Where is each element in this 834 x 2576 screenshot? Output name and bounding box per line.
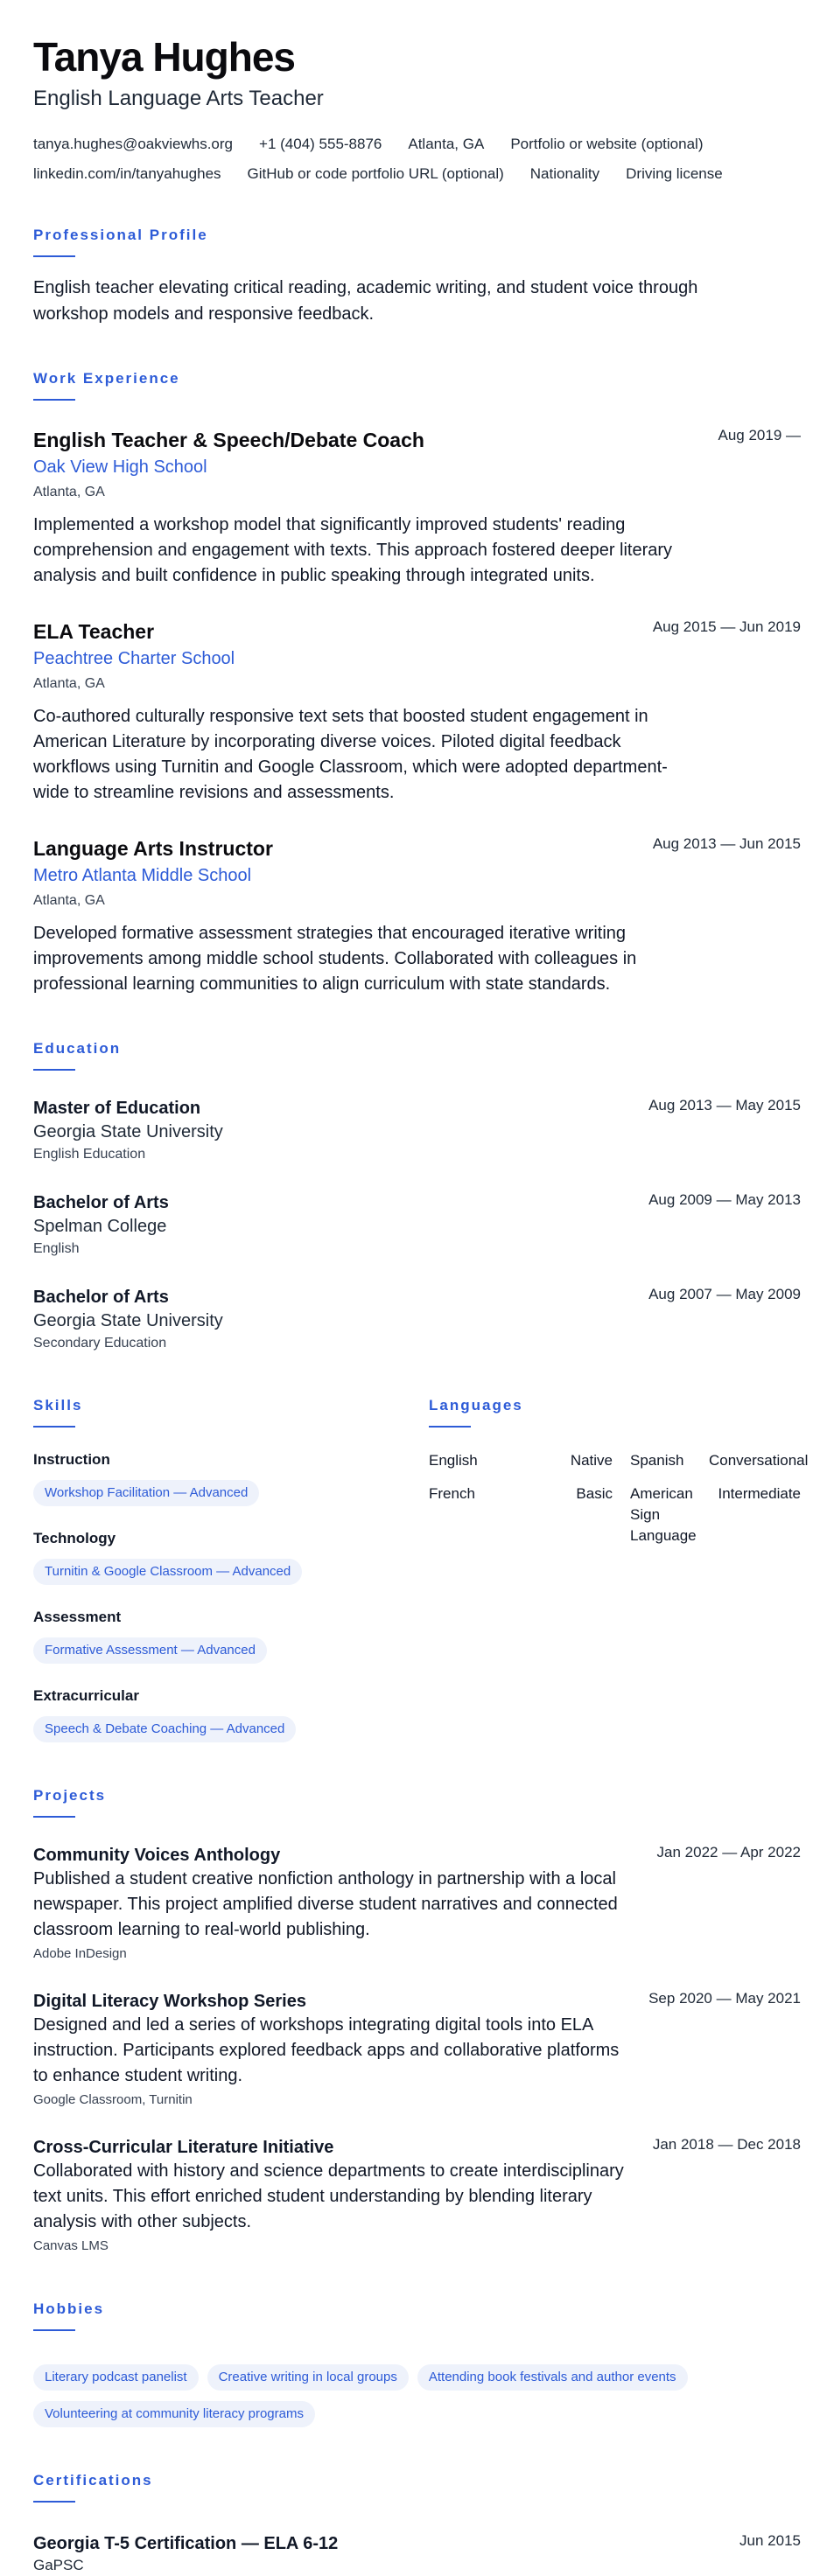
project-item xyxy=(33,2136,801,2256)
experience-role: Language Arts Instructor xyxy=(33,837,273,860)
projects-list xyxy=(33,1844,801,2256)
section-underline xyxy=(33,399,75,401)
project-date: Jan 2018 — Dec 2018 xyxy=(652,2136,801,2153)
experience-date: Aug 2019 — xyxy=(718,427,801,443)
contact-email[interactable]: tanya.hughes@oakviewhs.org xyxy=(33,136,234,152)
contact-list xyxy=(33,135,803,184)
hobby-chip: Volunteering at community literacy programs xyxy=(33,2401,315,2427)
project-date: Sep 2020 — May 2021 xyxy=(648,1990,801,2007)
experience-description: Developed formative assessment strategies that encouraged iterative writing improvements among middle school students. Collaborated with colleagues in professional learning communities to align curriculum with state standards. xyxy=(33,924,637,994)
experience-list xyxy=(33,427,801,997)
experience-item xyxy=(33,427,801,589)
language-level: Basic xyxy=(576,1485,613,1502)
language-level: Conversational xyxy=(709,1452,809,1469)
languages-column xyxy=(429,1396,809,1742)
education-institution: Spelman College xyxy=(33,1217,167,1236)
project-keywords: Canvas LMS xyxy=(33,2238,109,2253)
experience-date: Aug 2013 — Jun 2015 xyxy=(652,835,801,852)
skill-chip: Formative Assessment — Advanced xyxy=(33,1637,267,1664)
education-area: Secondary Education xyxy=(33,1336,167,1351)
section-underline xyxy=(33,2501,75,2503)
experience-org: Metro Atlanta Middle School xyxy=(33,866,252,885)
project-item xyxy=(33,1844,801,1964)
experience-org: Peachtree Charter School xyxy=(33,649,235,668)
language-name: American Sign Language xyxy=(630,1485,697,1544)
project-keywords: Adobe InDesign xyxy=(33,1946,127,1961)
project-item xyxy=(33,1990,801,2110)
project-keywords: Google Classroom, Turnitin xyxy=(33,2092,193,2107)
education-item xyxy=(33,1286,801,1354)
contact-location: Atlanta, GA xyxy=(408,136,485,152)
hobby-chip: Attending book festivals and author events xyxy=(417,2364,688,2391)
skills-column xyxy=(33,1396,429,1742)
education-list xyxy=(33,1097,801,1354)
education-degree: Master of Education xyxy=(33,1099,201,1118)
education-date: Aug 2009 — May 2013 xyxy=(648,1191,801,1208)
experience-location: Atlanta, GA xyxy=(33,676,105,691)
experience-org: Oak View High School xyxy=(33,457,207,477)
languages-section-title: Languages xyxy=(429,1397,523,1414)
candidate-headline: English Language Arts Teacher xyxy=(33,87,324,110)
experience-role: English Teacher & Speech/Debate Coach xyxy=(33,429,424,451)
section-underline xyxy=(33,1426,75,1428)
skill-chip: Workshop Facilitation — Advanced xyxy=(33,1480,259,1506)
project-description: Designed and led a series of workshops integrating digital tools into ELA instruction. Participants explored feedback apps and collaborative platforms to enhance student writing. xyxy=(33,2015,620,2085)
language-name: Spanish xyxy=(630,1452,684,1469)
languages-grid xyxy=(429,1450,809,1546)
experience-location: Atlanta, GA xyxy=(33,893,105,908)
section-underline xyxy=(33,1816,75,1818)
project-name: Digital Literacy Workshop Series xyxy=(33,1992,306,2011)
experience-date: Aug 2015 — Jun 2019 xyxy=(652,618,801,635)
education-institution: Georgia State University xyxy=(33,1311,223,1330)
experience-section-title: Work Experience xyxy=(33,370,180,387)
experience-item xyxy=(33,835,801,997)
project-description: Collaborated with history and science departments to create interdisciplinary text units. This effort enriched student understanding by blending literary analysis with other subjects. xyxy=(33,2161,624,2231)
experience-role: ELA Teacher xyxy=(33,620,155,643)
contact-nationality: Nationality xyxy=(529,165,600,182)
contact-driving-license: Driving license xyxy=(626,165,723,182)
section-underline xyxy=(33,1069,75,1071)
profile-section-title: Professional Profile xyxy=(33,227,208,243)
education-area: English Education xyxy=(33,1147,146,1162)
education-area: English xyxy=(33,1241,80,1256)
skill-category: Extracurricular xyxy=(33,1687,139,1704)
project-description: Published a student creative nonfiction anthology in partnership with a local newspaper. This project amplified diverse student narratives and connected classroom learning to real-world publishing. xyxy=(33,1869,618,1939)
hobby-chip: Creative writing in local groups xyxy=(207,2364,409,2391)
skills-section-title: Skills xyxy=(33,1397,83,1414)
certifications-section-title: Certifications xyxy=(33,2472,153,2489)
contact-linkedin[interactable]: linkedin.com/in/tanyahughes xyxy=(33,165,221,182)
education-section-title: Education xyxy=(33,1040,122,1057)
hobbies-section-title: Hobbies xyxy=(33,2300,105,2317)
language-level: Intermediate xyxy=(718,1485,801,1502)
contact-phone[interactable]: +1 (404) 555-8876 xyxy=(259,136,382,152)
experience-item xyxy=(33,618,801,806)
education-item xyxy=(33,1097,801,1165)
section-underline xyxy=(33,2329,75,2331)
education-degree: Bachelor of Arts xyxy=(33,1288,169,1307)
experience-description: Implemented a workshop model that significantly improved students' reading comprehension and engagement with texts. This approach fostered deeper literary analysis and built confidence in public speaking through integrated units. xyxy=(33,515,673,585)
profile-summary: English teacher elevating critical reading, academic writing, and student voice through workshop models and responsive feedback. xyxy=(33,278,698,324)
hobbies-list xyxy=(33,2354,786,2427)
project-name: Community Voices Anthology xyxy=(33,1846,281,1865)
education-date: Aug 2007 — May 2009 xyxy=(648,1286,801,1302)
contact-website[interactable]: Portfolio or website (optional) xyxy=(510,136,704,152)
education-institution: Georgia State University xyxy=(33,1122,223,1141)
project-date: Jan 2022 — Apr 2022 xyxy=(656,1844,801,1860)
certification-date: Jun 2015 xyxy=(739,2532,801,2549)
hobby-chip: Literary podcast panelist xyxy=(33,2364,199,2391)
contact-github[interactable]: GitHub or code portfolio URL (optional) xyxy=(247,165,504,182)
experience-description: Co-authored culturally responsive text sets that boosted student engagement in American Literature by incorporating diverse voices. Piloted digital feedback workflows using Turnitin and Google Classroom, which were adopted department-wide to streamline revisions and assessments. xyxy=(33,707,668,802)
candidate-name: Tanya Hughes xyxy=(33,34,295,80)
language-level: Native xyxy=(570,1452,613,1469)
projects-section-title: Projects xyxy=(33,1787,107,1804)
certification-issuer: GaPSC xyxy=(33,2557,84,2573)
skills-languages-row xyxy=(33,1396,809,1742)
certification-item xyxy=(33,2532,801,2576)
section-underline xyxy=(33,255,75,257)
education-item xyxy=(33,1191,801,1260)
education-date: Aug 2013 — May 2015 xyxy=(648,1097,801,1113)
skill-chip: Speech & Debate Coaching — Advanced xyxy=(33,1716,296,1742)
skill-category: Technology xyxy=(33,1530,116,1546)
skill-chip: Turnitin & Google Classroom — Advanced xyxy=(33,1559,302,1585)
skill-category: Instruction xyxy=(33,1451,110,1468)
certification-name: Georgia T-5 Certification — ELA 6-12 xyxy=(33,2534,339,2553)
experience-location: Atlanta, GA xyxy=(33,485,105,499)
language-name: French xyxy=(429,1485,475,1502)
language-name: English xyxy=(429,1452,478,1469)
education-degree: Bachelor of Arts xyxy=(33,1193,169,1212)
skill-category: Assessment xyxy=(33,1609,122,1625)
project-name: Cross-Curricular Literature Initiative xyxy=(33,2138,334,2157)
section-underline xyxy=(429,1426,471,1428)
